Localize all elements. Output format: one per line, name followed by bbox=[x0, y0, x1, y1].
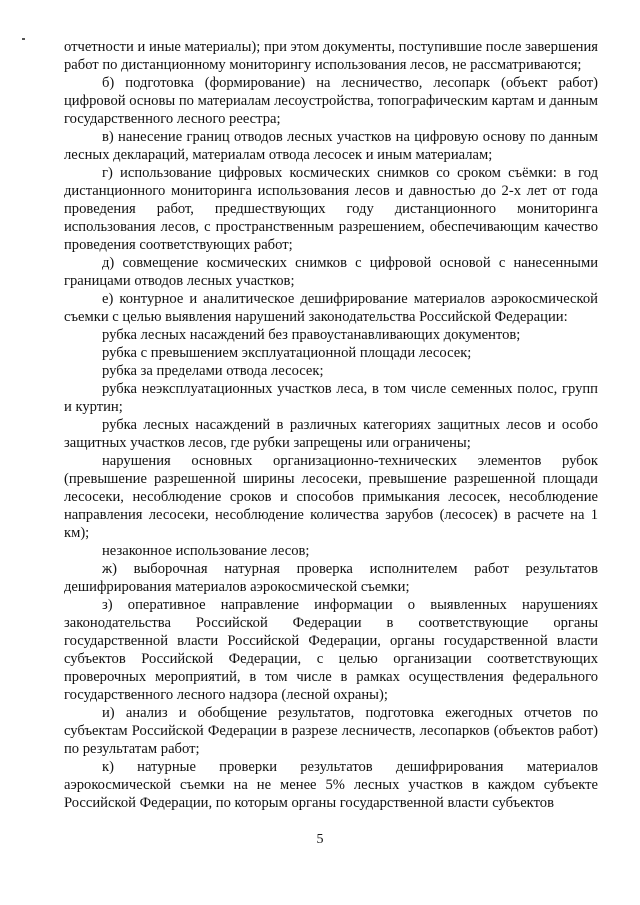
paragraph-12: нарушения основных организационно-технических элементов рубок (превышение разрешенной ширины лесосеки, превышение разрешенной площади лесосеки, несоблюдение сроков и способов примыкания лесосек, несоблюдение направления лесосеки, несоблюдение количества зарубов (лесосек) в расчете на 1 км); bbox=[64, 453, 598, 541]
page-number: 5 bbox=[316, 832, 324, 847]
paragraph-5: д) совмещение космических снимков с цифровой основой с нанесенными границами отводов лесных участков; bbox=[64, 255, 598, 289]
paragraph-17: к) натурные проверки результатов дешифрирования материалов аэрокосмической съемки на не менее 5% лесных участков в каждом субъекте Российской Федерации, по которым органы государственной власти субъектов bbox=[64, 759, 598, 811]
paragraph-6: е) контурное и аналитическое дешифрирование материалов аэрокосмической съемки с целью выявления нарушений законодательства Российской Федерации: bbox=[64, 291, 598, 325]
paragraph-14: ж) выборочная натурная проверка исполнителем работ результатов дешифрирования материалов аэрокосмической съемки; bbox=[64, 561, 598, 595]
paragraph-13: незаконное использование лесов; bbox=[102, 543, 310, 559]
document-body bbox=[64, 38, 598, 812]
paragraph-15: з) оперативное направление информации о выявленных нарушениях законодательства Российской Федерации в соответствующие органы государственной власти Российской Федерации, органы государственной власти субъектов Российской Федерации, с целью организации соответствующих проверочных мероприятий, в том числе в рамках осуществления федерального государственного лесного надзора (лесной охраны); bbox=[64, 597, 598, 703]
paragraph-4: г) использование цифровых космических снимков со сроком съёмки: в год дистанционного мониторинга использования лесов и давностью до 2-х лет от года проведения работ, предшествующих году дистанционного мониторинга использования лесов, с пространственным разрешением, обеспечивающим качество проведения соответствующих работ; bbox=[64, 165, 598, 253]
paragraph-2: б) подготовка (формирование) на лесничество, лесопарк (объект работ) цифровой основы по материалам лесоустройства, топографическим картам и данным государственного лесного реестра; bbox=[64, 75, 598, 127]
paragraph-7: рубка лесных насаждений без правоустанавливающих документов; bbox=[102, 327, 521, 343]
paragraph-3: в) нанесение границ отводов лесных участков на цифровую основу по данным лесных деклараций, материалам отвода лесосек и иным материалам; bbox=[64, 129, 598, 163]
scan-mark bbox=[22, 38, 25, 40]
paragraph-11: рубка лесных насаждений в различных категориях защитных лесов и особо защитных участков лесов, где рубки запрещены или ограничены; bbox=[64, 417, 598, 451]
paragraph-10: рубка неэксплуатационных участков леса, в том числе семенных полос, групп и куртин; bbox=[64, 381, 598, 415]
paragraph-16: и) анализ и обобщение результатов, подготовка ежегодных отчетов по субъектам Российской Федерации в разрезе лесничеств, лесопарков (объектов работ) по результатам работ; bbox=[64, 705, 598, 757]
paragraph-8: рубка с превышением эксплуатационной площади лесосек; bbox=[102, 345, 472, 361]
paragraph-1: отчетности и иные материалы); при этом документы, поступившие после завершения работ по дистанционному мониторингу использования лесов, не рассматриваются; bbox=[64, 39, 598, 73]
paragraph-9: рубка за пределами отвода лесосек; bbox=[102, 363, 324, 379]
